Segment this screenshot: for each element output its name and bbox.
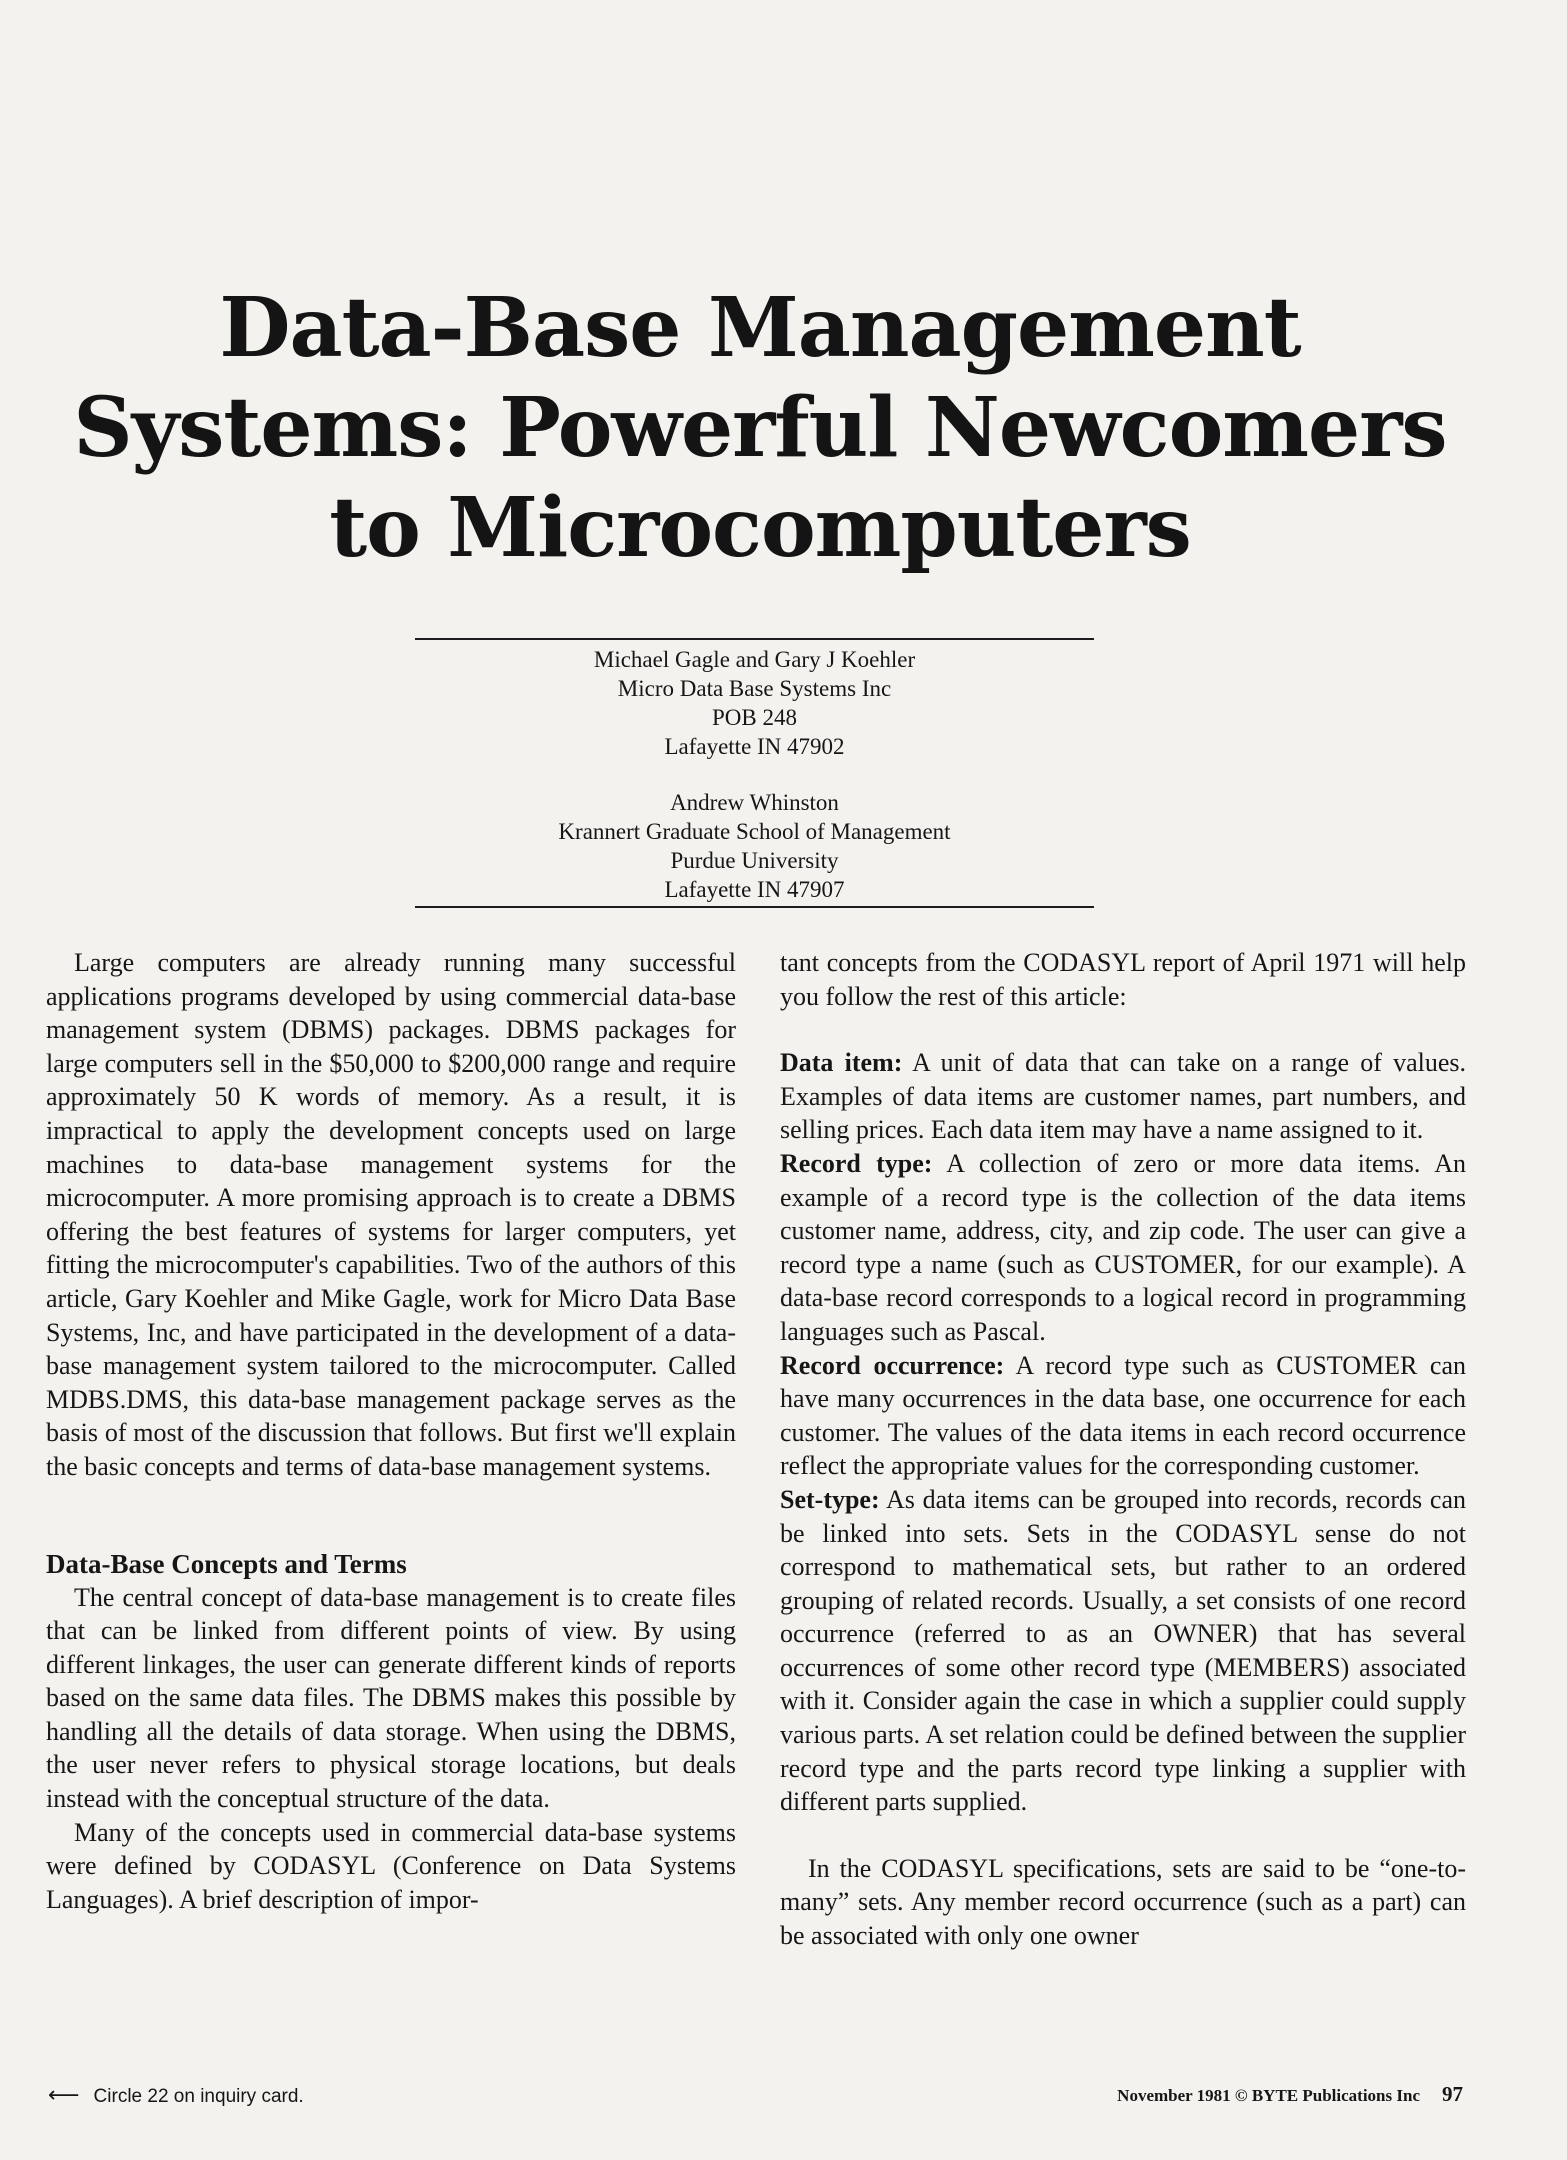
body-paragraph: tant concepts from the CODASYL report of April 1971 will help you follow the rest of this article: [780, 948, 1466, 1011]
author-line: Lafayette IN 47907 [664, 877, 845, 902]
author-line: Krannert Graduate School of Management [558, 819, 951, 844]
definition-item [780, 1349, 1466, 1483]
author-line: Purdue University [670, 848, 839, 873]
body-paragraph: Many of the concepts used in commercial data-base systems were defined by CODASYL (Conference on Data Systems Languages). A brief description of impor- [46, 1817, 736, 1914]
inquiry-text: Circle 22 on inquiry card. [93, 2086, 304, 2107]
inquiry-note [48, 2082, 304, 2108]
article-title [30, 278, 1490, 578]
publication-line: November 1981 © BYTE Publications Inc [1117, 2086, 1420, 2105]
definition-term: Data item: [780, 1048, 903, 1078]
definition-term: Record type: [780, 1148, 933, 1178]
author-line: Andrew Whinston [670, 790, 839, 815]
body-paragraph: The central concept of data-base management is to create files that can be linked from different points of view. By using different linkages, the user can generate different kinds of reports based on the same data files. The DBMS makes this possible by handling all the details of data storage. When using the DBMS, the user never refers to physical storage locations, but deals instead with the conceptual structure of the data. [46, 1582, 736, 1814]
body-paragraph: In the CODASYL specifications, sets are said to be “one-to-many” sets. Any member record occurrence (such as a part) can be associated with only one owner [780, 1853, 1466, 1951]
definition-item [780, 1483, 1466, 1819]
author-line: Lafayette IN 47902 [664, 734, 845, 759]
bottom-rule [415, 906, 1094, 908]
top-rule [415, 638, 1094, 640]
definition-term: Set-type: [780, 1484, 880, 1514]
author-line: Micro Data Base Systems Inc [617, 676, 892, 701]
right-column [780, 946, 1466, 1953]
author-line: POB 248 [712, 705, 797, 730]
author-block [415, 645, 1094, 904]
left-column [46, 946, 736, 1916]
definition-item [780, 1046, 1466, 1147]
author-line: Michael Gagle and Gary J Koehler [593, 647, 916, 672]
left-arrow-icon: ⟵ [48, 2082, 80, 2107]
title-line-1: Data-Base Management [219, 280, 1301, 376]
title-line-2: Systems: Powerful Newcomers [73, 380, 1447, 476]
page-footer [1117, 2082, 1463, 2107]
page-number: 97 [1442, 2082, 1463, 2106]
definition-text: As data items can be grouped into records, records can be linked into sets. Sets in the CODASYL sense do not correspond to mathematical sets, but rather to an ordered grouping of related records. Usually, a set consists of one record occurrence (referred to as an OWNER) that has several occurrences of some other record type (MEMBERS) associated with it. Consider again the case in which a supplier could supply various parts. A set relation could be defined between the supplier record type and the parts record type linking a supplier with different parts supplied. [780, 1484, 1466, 1817]
definition-term: Record occurrence: [780, 1350, 1005, 1380]
definition-text: A unit of data that can take on a range of values. Examples of data items are customer names, part numbers, and selling prices. Each data item may have a name assigned to it. [780, 1048, 1466, 1145]
definition-item [780, 1147, 1466, 1349]
definition-text: A collection of zero or more data items. An example of a record type is the collection of the data items customer name, address, city, and zip code. The user can give a record type a name (such as CUSTOMER, for our example). A data-base record corresponds to a logical record in programming languages such as Pascal. [780, 1148, 1466, 1346]
section-heading: Data-Base Concepts and Terms [46, 1548, 407, 1579]
title-line-3: to Microcomputers [329, 480, 1191, 576]
intro-paragraph: Large computers are already running many successful applications programs developed by using commercial data-base management system (DBMS) packages. DBMS packages for large computers sell in the $50,000 to $200,000 range and require approximately 50 K words of memory. As a result, it is impractical to apply the development concepts used on large machines to data-base management systems for the microcomputer. A more promising approach is to create a DBMS offering the best features of systems for larger computers, yet fitting the microcomputer's capabilities. Two of the authors of this article, Gary Koehler and Mike Gagle, work for Micro Data Base Systems, Inc, and have participated in the development of a data-base management system tailored to the microcomputer. Called MDBS.DMS, this data-base management package serves as the basis of most of the discussion that follows. But first we'll explain the basic concepts and terms of data-base management systems. [46, 948, 736, 1481]
definition-text: A record type such as CUSTOMER can have many occurrences in the data base, one occurrence for each customer. The values of the data items in each record occurrence reflect the appropriate values for the corresponding customer. [780, 1350, 1466, 1481]
